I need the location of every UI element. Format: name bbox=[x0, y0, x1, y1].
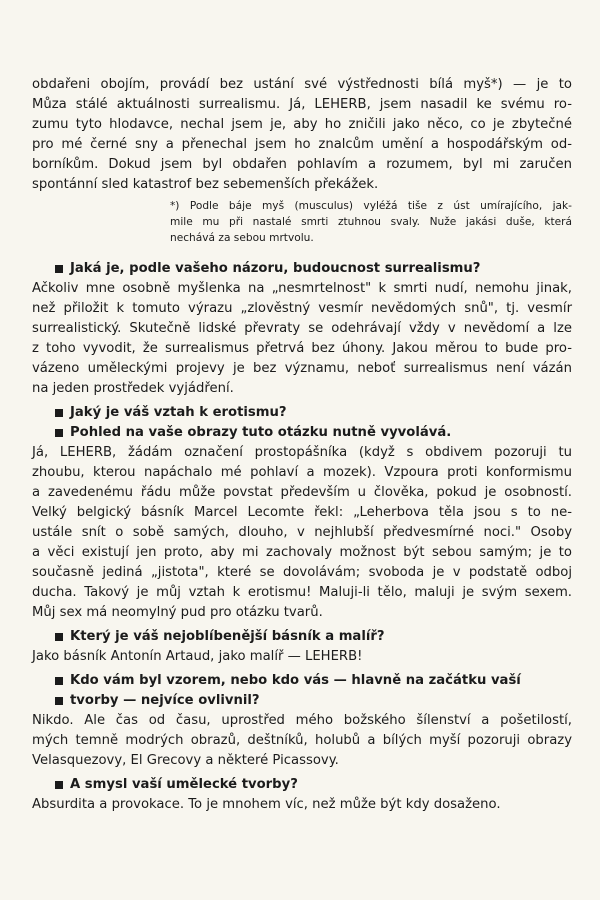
bullet-square-icon bbox=[55, 697, 63, 705]
question-text: Kdo vám byl vzorem, nebo kdo vás — hlavně na začátku vaší bbox=[70, 673, 521, 688]
intro-line: obdařeni obojím, provádí bez ustání své výstřednosti bílá myš*) — je to bbox=[32, 77, 572, 92]
answer-line: zhoubu, kterou napáchalo mé pohlaví a mozek). Vzpoura proti konformismu bbox=[32, 465, 572, 480]
question-text: Jaký je váš vztah k erotismu? bbox=[70, 405, 287, 420]
answer-line: ducha. Takový je můj vztah k erotismu! Maluji-li tělo, maluji je svým sexem. bbox=[32, 585, 572, 600]
question-heading bbox=[70, 691, 570, 711]
answer-line: současně jediná „jistota", které se dovolávám; svoboda je v podstatě odboj bbox=[32, 565, 572, 580]
question-heading bbox=[70, 627, 570, 647]
answer-line: z toho vyvodit, že surrealismus přetrvá bez úhony. Jakou měrou to bude pro- bbox=[32, 341, 572, 356]
bullet-square-icon bbox=[55, 633, 63, 641]
answer-line: na jeden prostředek vyjádření. bbox=[32, 381, 234, 396]
footnote-line: mile mu při nastalé smrti ztuhnou svaly. Nuže jakási duše, která bbox=[170, 216, 572, 228]
intro-line: zumu tyto hlodavce, nechal jsem je, aby ho zničili jako něco, co je zbytečné bbox=[32, 117, 572, 132]
question-heading bbox=[70, 403, 570, 423]
answer-line: Ačkoliv mne osobně myšlenka na „nesmrtelnost" k smrti nudí, nemohu jinak, bbox=[32, 281, 572, 296]
bullet-square-icon bbox=[55, 677, 63, 685]
answer-line: Jako básník Antonín Artaud, jako malíř — LEHERB! bbox=[32, 649, 363, 664]
intro-line: spontánní sled katastrof bez sebemenších překážek. bbox=[32, 177, 379, 192]
footnote-line: *) Podle báje myš (musculus) vyléžá tiše z úst umírajícího, jak- bbox=[170, 200, 572, 212]
answer-line: Můj sex má neomylný pud pro otázku tvarů. bbox=[32, 605, 323, 620]
answer-line: a zavedenému řádu může povstat především u člověka, pokud je osobností. bbox=[32, 485, 572, 500]
question-text: tvorby — nejvíce ovlivnil? bbox=[70, 693, 260, 708]
question-heading bbox=[70, 671, 570, 691]
answer-line: Absurdita a provokace. To je mnohem víc, než může být kdy dosaženo. bbox=[32, 797, 501, 812]
intro-line: Můza stálé aktuálnosti surrealismu. Já, LEHERB, jsem nasadil ke svému ro- bbox=[32, 97, 572, 112]
question-text: Pohled na vaše obrazy tuto otázku nutně vyvolává. bbox=[70, 425, 452, 440]
question-heading bbox=[70, 259, 570, 279]
bullet-square-icon bbox=[55, 781, 63, 789]
answer-line: Nikdo. Ale čas od času, uprostřed mého božského šílenství a pošetilostí, bbox=[32, 713, 572, 728]
answer-line: a věci existují jen proto, aby mi zachovaly možnost být sebou samým; je to bbox=[32, 545, 572, 560]
answer-line: Velký belgický básník Marcel Lecomte řekl: „Leherbova těla jsou s to ne- bbox=[32, 505, 572, 520]
bullet-square-icon bbox=[55, 409, 63, 417]
question-text: A smysl vaší umělecké tvorby? bbox=[70, 777, 298, 792]
intro-line: pro mé černé sny a přenechal jsem ho znalcům umění a hospodářským od- bbox=[32, 137, 572, 152]
answer-line: mých temně modrých obrazů, deštníků, holubů a bílých myší pozoruji obrazy bbox=[32, 733, 572, 748]
question-heading bbox=[70, 423, 570, 443]
bullet-square-icon bbox=[55, 265, 63, 273]
question-heading bbox=[70, 775, 570, 795]
answer-line: surrealistický. Skutečně lidské převraty se odehrávají vždy v nevědomí a lze bbox=[32, 321, 572, 336]
answer-line: Velasquezovy, El Grecovy a některé Picassovy. bbox=[32, 753, 339, 768]
answer-line: než přiložit k tomuto výrazu „zlověstný vesmír nevědomých snů", tj. vesmír bbox=[32, 301, 572, 316]
intro-line: borníkům. Dokud jsem byl obdařen pohlavím a rozumem, byl mi zaručen bbox=[32, 157, 572, 172]
answer-line: ustále snít o sobě samých, dlouho, v nejhlubší předvesmírné noci." Osoby bbox=[32, 525, 572, 540]
bullet-square-icon bbox=[55, 429, 63, 437]
footnote-line: nechává za sebou mrtvolu. bbox=[170, 232, 314, 244]
question-text: Jaká je, podle vašeho názoru, budoucnost surrealismu? bbox=[70, 261, 481, 276]
answer-line: vázeno uměleckými projevy je bez významu, neboť surrealismus není vázán bbox=[32, 361, 572, 376]
answer-line: Já, LEHERB, žádám označení prostopášníka (když s obdivem pozoruji tu bbox=[32, 445, 572, 460]
question-text: Který je váš nejoblíbenější básník a malíř? bbox=[70, 629, 385, 644]
